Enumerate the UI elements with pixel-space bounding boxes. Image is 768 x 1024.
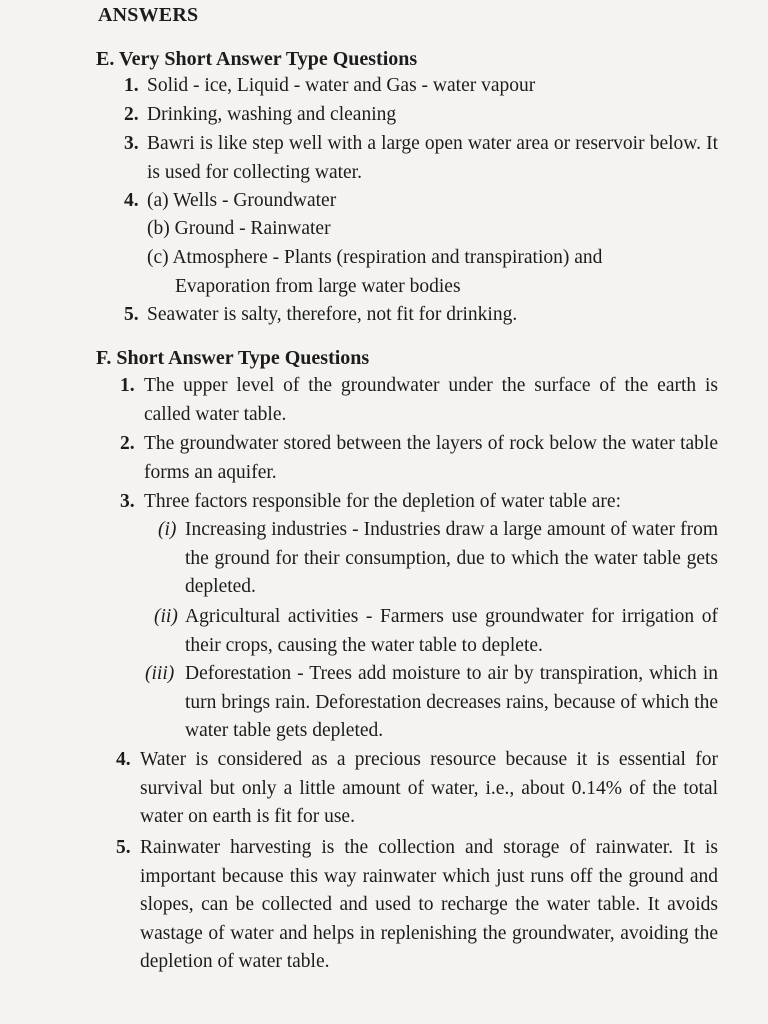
list-item — [116, 746, 718, 832]
item-marker: (iii) — [145, 663, 175, 684]
list-item — [116, 834, 718, 977]
section-f-title — [96, 344, 369, 372]
item-text: Three factors responsible for the depletion of water table are: — [144, 491, 621, 512]
item-number: 3. — [120, 491, 135, 512]
section-f-heading: Short Answer Type Questions — [116, 347, 370, 369]
item-number: 3. — [124, 133, 139, 154]
list-item — [124, 130, 718, 187]
section-f-label: F. — [96, 347, 112, 369]
list-item — [147, 244, 695, 301]
item-text: Increasing industries - Industries draw a large amount of water from the ground for their consumption, due to which the water table gets depleted. — [185, 519, 718, 597]
list-item — [145, 660, 718, 746]
list-item — [147, 215, 724, 244]
list-item — [124, 72, 724, 101]
item-number: 2. — [124, 104, 139, 125]
section-e-title — [96, 45, 417, 73]
item-text: Agricultural activities - Farmers use groundwater for irrigation of their crops, causing the water table to deplete. — [185, 606, 718, 656]
section-e-heading: Very Short Answer Type Questions — [118, 48, 418, 70]
list-item — [124, 101, 724, 130]
item-text: Water is considered as a precious resource because it is essential for survival but only a little amount of water, i.e., about 0.14% of the total water on earth is fit for use. — [140, 749, 718, 827]
item-text: Drinking, washing and cleaning — [147, 104, 397, 125]
list-item — [124, 301, 724, 330]
item-text: (c) Atmosphere - Plants (respiration and transpiration) and Evaporation from large water bodies — [147, 247, 603, 297]
item-text: Bawri is like step well with a large open water area or reservoir below. It is used for collecting water. — [147, 133, 718, 183]
list-item — [124, 187, 724, 216]
item-text: (a) Wells - Groundwater — [147, 190, 337, 211]
list-item — [150, 603, 718, 660]
list-item — [150, 516, 718, 602]
item-marker: (ii) — [154, 606, 178, 627]
item-number: 1. — [120, 375, 135, 396]
item-text: Rainwater harvesting is the collection and storage of rainwater. It is important because this way rainwater which just runs off the ground and slopes, can be collected and used to recharge the water table. It avoids wastage of water and helps in replenishing the groundwater, avoiding the depletion of water table. — [140, 837, 718, 972]
item-text: (b) Ground - Rainwater — [147, 218, 331, 239]
item-text: The groundwater stored between the layers of rock below the water table forms an aquifer. — [144, 433, 718, 483]
item-text: Deforestation - Trees add moisture to air by transpiration, which in turn brings rain. Deforestation decreases rains, because of which the water table gets depleted. — [185, 663, 718, 741]
list-item — [120, 372, 718, 429]
item-number: 1. — [124, 75, 139, 96]
item-number: 4. — [124, 190, 139, 211]
item-number: 4. — [116, 749, 131, 770]
section-e-label: E. — [96, 48, 115, 70]
list-item — [120, 430, 718, 487]
item-text: The upper level of the groundwater under the surface of the earth is called water table. — [144, 375, 718, 425]
item-number: 5. — [116, 837, 131, 858]
list-item — [120, 488, 720, 517]
item-number: 5. — [124, 304, 139, 325]
item-text: Seawater is salty, therefore, not fit for drinking. — [147, 304, 518, 325]
item-text: Solid - ice, Liquid - water and Gas - water vapour — [147, 75, 536, 96]
item-number: 2. — [120, 433, 135, 454]
item-marker: (i) — [158, 519, 177, 540]
page-heading: ANSWERS — [98, 4, 199, 26]
